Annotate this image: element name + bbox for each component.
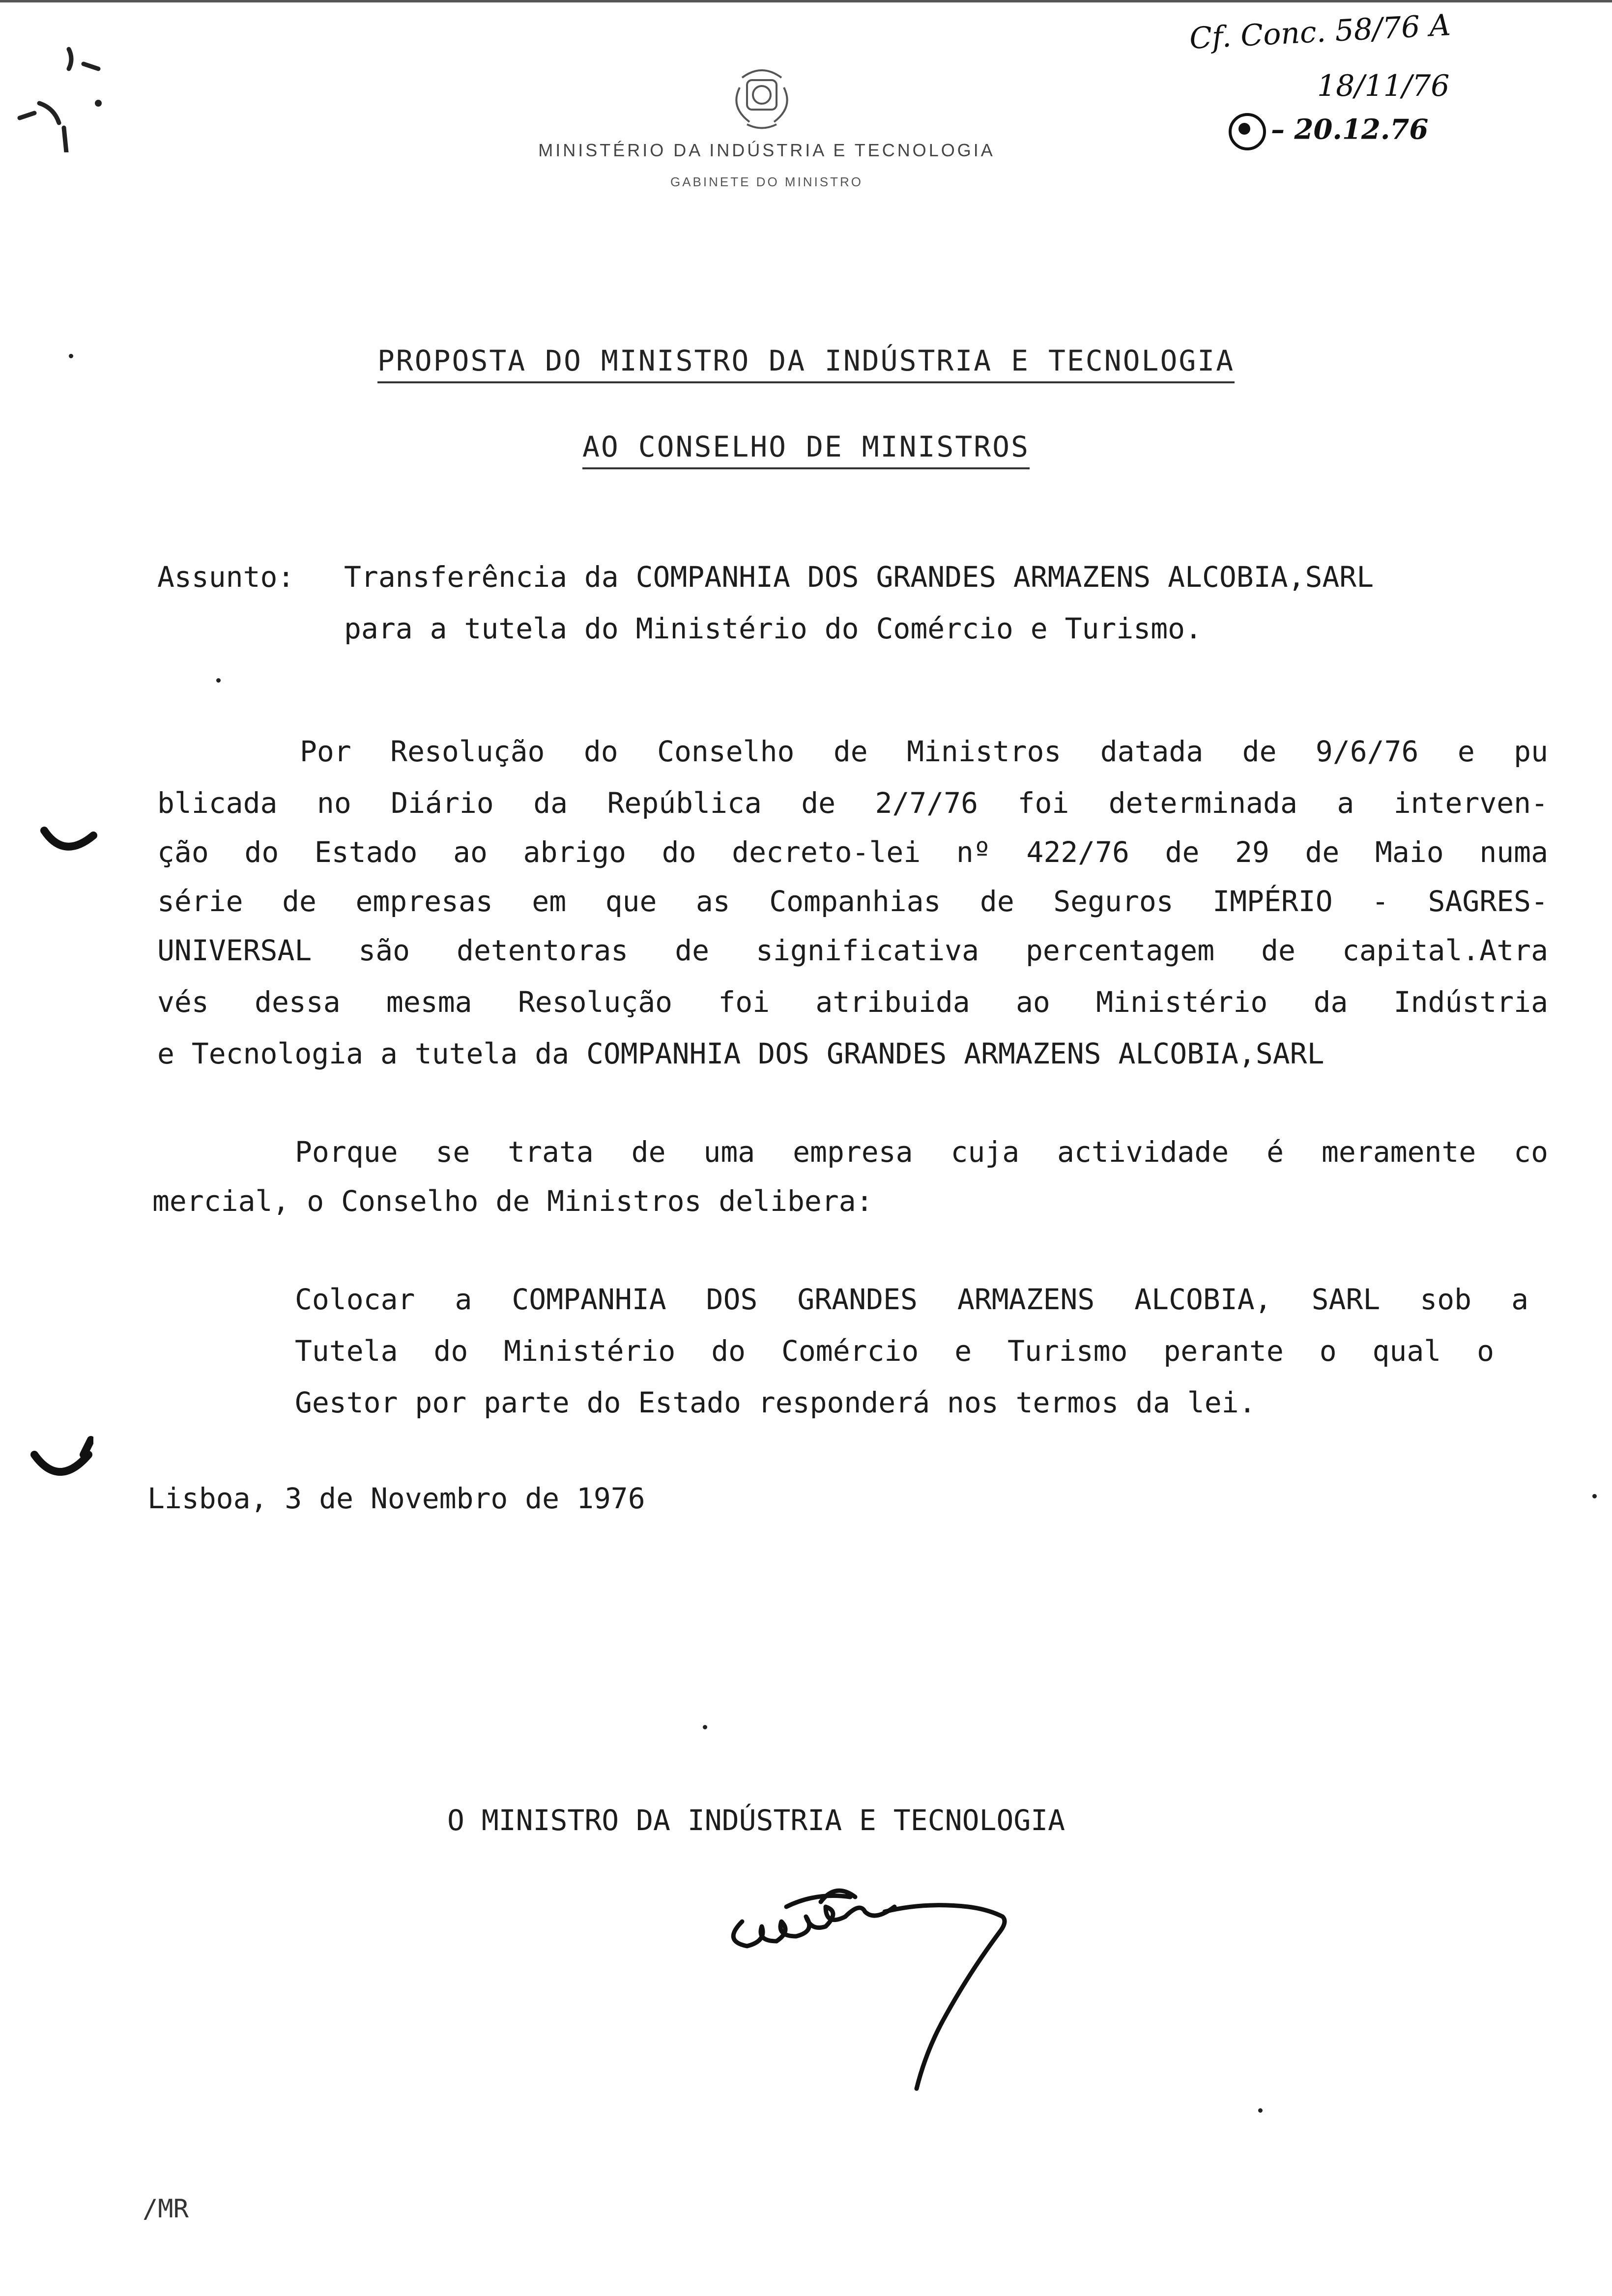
punch-hole-mark [39,821,98,860]
typist-reference: /MR [143,2194,189,2224]
top-edge-rule [0,0,1612,2]
handwritten-signature [708,1863,1052,2098]
letterhead-office: GABINETE DO MINISTRO [670,174,864,189]
coat-of-arms-emblem [718,58,806,137]
scan-speck [216,678,221,683]
paragraph1-line: ção do Estado ao abrigo do decreto-lei nº 422/76 de 29 de Maio numa [157,835,1548,869]
title-text-2: AO CONSELHO DE MINISTROS [582,430,1030,469]
signatory-title: O MINISTRO DA INDÚSTRIA E TECNOLOGIA [447,1804,1065,1837]
paragraph2-line: mercial, o Conselho de Ministros delibera: [152,1184,873,1218]
paragraph1-line: Por Resolução do Conselho de Ministros datada de 9/6/76 e pu [300,735,1548,768]
margin-stain [10,39,108,152]
date-place: Lisboa, 3 de Novembro de 1976 [147,1482,645,1515]
subject-line2: para a tutela do Ministério do Comércio e Turismo. [344,612,1202,645]
paragraph2-line: Porque se trata de uma empresa cuja actividade é meramente co [295,1135,1548,1169]
resolution-line: Gestor por parte do Estado responderá nos termos da lei. [295,1386,1256,1419]
stamp-date-text: – 20.12.76 [1271,113,1429,146]
handwritten-stamp-date [1229,113,1428,150]
document-title-line1 [98,344,1514,377]
paragraph1-line: e Tecnologia a tutela da COMPANHIA DOS GRANDES ARMAZENS ALCOBIA,SARL [157,1037,1324,1070]
letterhead-ministry: MINISTÉRIO DA INDÚSTRIA E TECNOLOGIA [538,140,995,160]
handwritten-reference: Cf. Conc. 58/76 A [1188,8,1452,56]
paragraph1-line: blicada no Diário da República de 2/7/76 foi determinada a interven- [157,786,1548,820]
handwritten-date: 18/11/76 [1317,69,1450,103]
circled-mark-icon [1229,113,1266,150]
paragraph1-line: série de empresas em que as Companhias de Seguros IMPÉRIO - SAGRES- [157,885,1548,918]
paragraph1-line: UNIVERSAL são detentoras de significativa percentagem de capital.Atra [157,934,1548,967]
scan-speck [1592,1494,1597,1498]
paragraph1-line: vés dessa mesma Resolução foi atribuida ao Ministério da Indústria [157,985,1548,1019]
resolution-line: Colocar a COMPANHIA DOS GRANDES ARMAZENS ALCOBIA, SARL sob a [295,1283,1528,1316]
subject-label: Assunto: [157,560,295,594]
scan-speck [703,1725,707,1729]
subject-line1: Transferência da COMPANHIA DOS GRANDES ARMAZENS ALCOBIA,SARL [344,560,1374,594]
scan-speck [69,354,73,358]
title-text-1: PROPOSTA DO MINISTRO DA INDÚSTRIA E TECNOLOGIA [377,344,1235,383]
punch-hole-mark [29,1435,93,1484]
document-title-line2 [98,430,1514,463]
scan-speck [1258,2108,1263,2113]
resolution-line: Tutela do Ministério do Comércio e Turismo perante o qual o [295,1334,1494,1368]
